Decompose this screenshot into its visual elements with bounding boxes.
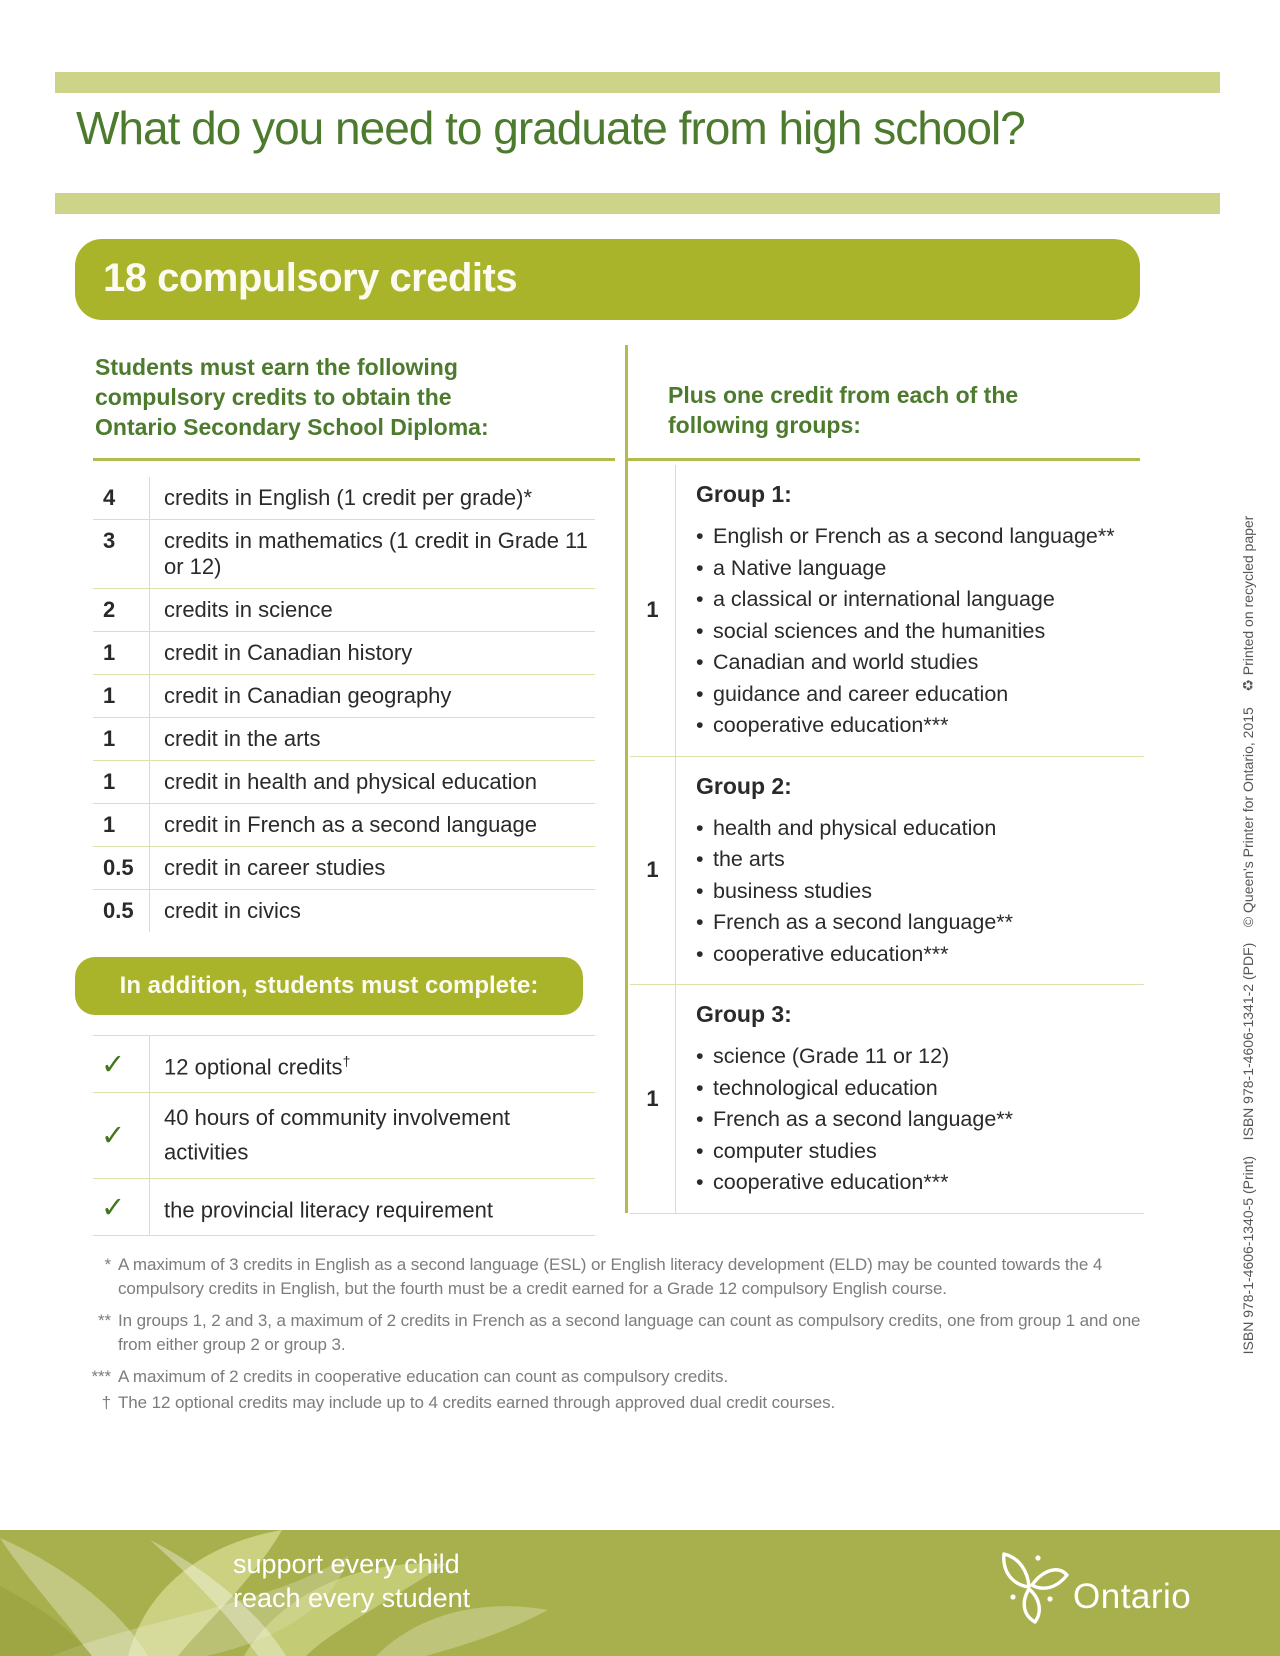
- footnotes-section: [84, 1253, 1150, 1423]
- group-item: • French as a second language**: [696, 907, 1144, 939]
- footnote-text: The 12 optional credits may include up to 4 credits earned through approved dual credit courses.: [118, 1392, 836, 1412]
- footnote-marker: ***: [91, 1367, 111, 1386]
- compulsory-credits-table: [93, 477, 595, 932]
- requirement-label: 40 hours of community involvement activities: [164, 1105, 511, 1165]
- table-row: [93, 761, 595, 804]
- group-item-list: [696, 1041, 1144, 1199]
- credit-count: 1: [93, 632, 150, 674]
- list-item: [93, 1093, 595, 1178]
- group-item: • computer studies: [696, 1136, 1144, 1168]
- group-3-row: [630, 985, 1144, 1214]
- group-item: • business studies: [696, 876, 1144, 908]
- table-row: [93, 718, 595, 761]
- compulsory-credits-banner: 18 compulsory credits: [75, 239, 1140, 320]
- requirement-label: 12 optional credits: [164, 1054, 343, 1080]
- list-item: [93, 1179, 595, 1236]
- credit-description: credits in English (1 credit per grade)*: [164, 485, 533, 510]
- table-row: [93, 477, 595, 520]
- column-divider: [625, 345, 628, 1213]
- credit-description: credit in Canadian geography: [164, 683, 452, 708]
- group-item: • cooperative education***: [696, 710, 1144, 742]
- isbn-copyright-vertical-text: ISBN 978-1-4606-1340-5 (Print) ISBN 978-1-4606-1341-2 (PDF) © Queen's Printer for Ontario, 2015 ♻ Printed on recycled paper: [1240, 515, 1256, 1355]
- ontario-logo: [995, 1543, 1191, 1625]
- footnote-marker: †: [101, 1392, 111, 1412]
- footnote: [84, 1309, 1150, 1356]
- group-item: • a Native language: [696, 553, 1144, 585]
- group-item: • technological education: [696, 1073, 1144, 1105]
- footnote: [84, 1365, 1150, 1389]
- page-title: What do you need to graduate from high school?: [76, 102, 1025, 154]
- top-accent-bar: [55, 72, 1220, 93]
- list-item: [93, 1036, 595, 1093]
- group-item: • the arts: [696, 844, 1144, 876]
- group-item: • health and physical education: [696, 813, 1144, 845]
- checkmark-icon: ✓: [93, 1036, 150, 1092]
- table-row: [93, 890, 595, 932]
- group-item: • social sciences and the humanities: [696, 616, 1144, 648]
- group-label: Group 1:: [696, 481, 792, 507]
- tagline: [233, 1547, 470, 1615]
- left-column-heading: Students must earn the following compulsory credits to obtain the Ontario Secondary School Diploma:: [95, 354, 489, 440]
- dagger-superscript: †: [342, 1053, 351, 1069]
- credit-count: 1: [93, 675, 150, 717]
- table-row: [93, 520, 595, 589]
- footnote-text: A maximum of 3 credits in English as a second language (ESL) or English literacy development (ELD) may be counted towards the 4 compulsory credits in English, but the fourth must be a credit earned for a Grade 12 compulsory English course.: [118, 1255, 1103, 1298]
- credit-description: credit in civics: [164, 898, 301, 923]
- group-2-row: [630, 757, 1144, 986]
- credit-count: 0.5: [93, 847, 150, 889]
- credit-description: credits in mathematics (1 credit in Grade 11 or 12): [164, 528, 588, 579]
- group-item: • Canadian and world studies: [696, 647, 1144, 679]
- table-row: [93, 589, 595, 632]
- credit-count: 4: [93, 477, 150, 519]
- credit-description: credit in French as a second language: [164, 812, 538, 837]
- group-item: • a classical or international language: [696, 584, 1144, 616]
- group-item: • cooperative education***: [696, 1167, 1144, 1199]
- requirement-text: [150, 1036, 595, 1092]
- group-item: • cooperative education***: [696, 939, 1144, 971]
- title-underline-bar: [55, 193, 1220, 214]
- credit-description: credits in science: [164, 597, 333, 622]
- footnote-text: A maximum of 2 credits in cooperative education can count as compulsory credits.: [118, 1367, 728, 1386]
- group-content: [676, 985, 1144, 1213]
- credit-description: credit in health and physical education: [164, 769, 538, 794]
- table-row: [93, 847, 595, 890]
- group-label: Group 3:: [696, 1001, 792, 1027]
- trillium-icon: [995, 1543, 1069, 1625]
- credit-description: credit in the arts: [164, 726, 321, 751]
- group-credit-count: 1: [630, 985, 676, 1213]
- credit-description: credit in Canadian history: [164, 640, 413, 665]
- group-1-row: [630, 465, 1144, 757]
- requirement-text: [150, 1179, 595, 1235]
- group-credit-count: 1: [630, 465, 676, 756]
- right-heading-rule: [626, 458, 1140, 461]
- table-row: [93, 675, 595, 718]
- additional-requirements-list: [93, 1035, 595, 1236]
- credit-count: 1: [93, 804, 150, 846]
- credit-count: 1: [93, 718, 150, 760]
- footnote-text: In groups 1, 2 and 3, a maximum of 2 credits in French as a second language can count as compulsory credits, one from group 1 and one from either group 2 or group 3.: [118, 1311, 1141, 1354]
- group-credit-count: 1: [630, 757, 676, 985]
- requirement-text: [150, 1093, 595, 1177]
- group-content: [676, 757, 1144, 985]
- ontario-logo-text: Ontario: [1073, 1577, 1192, 1616]
- tagline-line-1: support every child: [233, 1549, 460, 1579]
- group-item: • English or French as a second language**: [696, 521, 1144, 553]
- left-heading-rule: [93, 458, 615, 461]
- footer-band: [0, 1530, 1280, 1656]
- in-addition-banner: In addition, students must complete:: [75, 957, 583, 1015]
- group-item: • guidance and career education: [696, 679, 1144, 711]
- footnote: [84, 1391, 1150, 1415]
- requirement-label: the provincial literacy requirement: [164, 1196, 493, 1222]
- table-row: [93, 632, 595, 675]
- credit-count: 0.5: [93, 890, 150, 932]
- group-item: • French as a second language**: [696, 1104, 1144, 1136]
- table-row: [93, 804, 595, 847]
- group-item: • science (Grade 11 or 12): [696, 1041, 1144, 1073]
- tagline-line-2: reach every student: [233, 1583, 471, 1613]
- checkmark-icon: ✓: [93, 1179, 150, 1235]
- credit-description: credit in career studies: [164, 855, 386, 880]
- footnote-marker: *: [104, 1255, 111, 1274]
- checkmark-icon: ✓: [93, 1093, 150, 1177]
- group-item-list: [696, 813, 1144, 971]
- footnote-marker: **: [97, 1311, 111, 1330]
- credit-count: 3: [93, 520, 150, 588]
- group-item-list: [696, 521, 1144, 742]
- right-column-heading: Plus one credit from each of the following groups:: [668, 382, 1019, 438]
- credit-count: 2: [93, 589, 150, 631]
- group-content: [676, 465, 1144, 756]
- credit-count: 1: [93, 761, 150, 803]
- group-label: Group 2:: [696, 772, 792, 799]
- footnote: [84, 1253, 1150, 1300]
- credit-groups-table: [630, 465, 1144, 1214]
